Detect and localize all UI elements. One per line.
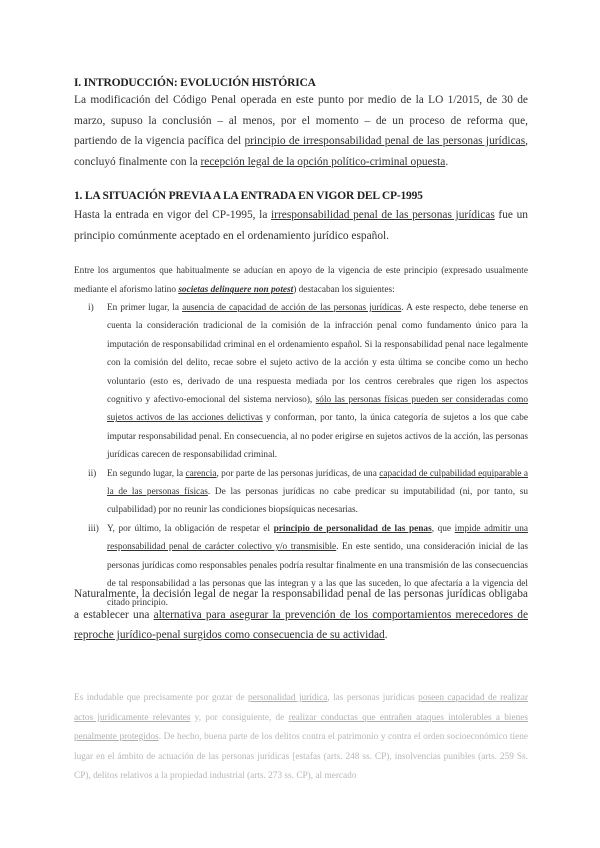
underlined-phrase: personalidad jurídica xyxy=(248,693,328,703)
arguments-list xyxy=(74,299,528,612)
text-run: , que xyxy=(431,523,455,534)
text-run: . xyxy=(445,155,449,168)
text-run: Y, por último, la obligación de respetar el xyxy=(107,523,274,534)
text-run: . En este sentido, una consideración inicial de las personas jurídicas como responsables penales podría resultar finalmente en una transmisión de las consecuencias de tal responsabilidad a las personas que las integran y a las que las suceden, lo que afectaría a la vigencia del citado principio. xyxy=(107,542,529,608)
list-item xyxy=(74,465,528,520)
text-run: En segundo lugar, la xyxy=(107,468,186,479)
underlined-phrase: alternativa para asegurar la prevención de los comportamientos merecedores de reproche jurídico-penal surgidos como consecuencia de su actividad xyxy=(74,608,528,641)
text-run: Es indudable que precisamente por gozar de xyxy=(74,693,249,703)
underlined-phrase: poseen capacidad de realizar actos jurídicamente relevantes xyxy=(74,693,528,723)
text-run: . A este respecto, debe tenerse en cuenta la consideración tradicional de la comisión de la infracción penal como fundamento único para la imputación de responsabilidad criminal en el ordenamiento español. Si la responsabilidad penal nace legalmente con la comisión del delito, recae sobre el sujeto activo de la acción y esta última se concibe como un hecho voluntario (esto es, derivado de una respuesta mediada por los centros cerebrales que rigen los aspectos cognitivo y afectivo-emocional del sistema nervioso), xyxy=(107,303,529,406)
text-run: Entre los argumentos que habitualmente se aducían en apoyo de la vigencia de este principio (expresado usualmente mediante el aforismo latino xyxy=(74,266,528,295)
text-run: . De hecho, buena parte de los delitos contra el patrimonio y contra el orden socioeconómico tiene lugar en el ámbito de actuación de las personas jurídicas [estafas (arts. 248 ss. CP), insolvencias punibles (arts. 259 Ss. CP), delitos relativos a la propiedad industrial (arts. 273 ss. CP), al mercado xyxy=(74,732,529,781)
list-number: iii) xyxy=(88,523,99,534)
text-run: fue un principio comúnmente aceptado en el ordenamiento jurídico español. xyxy=(74,209,528,242)
underlined-phrase: realizar conductas que entrañen ataques intolerables a bienes penalmente protegidos xyxy=(74,712,528,742)
text-run: , las personas jurídicas xyxy=(327,693,419,703)
text-run: ) destacaban los siguientes: xyxy=(293,284,395,295)
underlined-phrase: irresponsabilidad penal de las personas jurídicas xyxy=(271,209,495,221)
underlined-phrase: carencia xyxy=(185,468,217,479)
list-number: i) xyxy=(88,303,94,313)
text-run: En primer lugar, la xyxy=(107,303,183,313)
text-run: . xyxy=(384,629,388,641)
text-run: Hasta la entrada en vigor del CP-1995, la xyxy=(74,209,272,221)
list-item xyxy=(74,299,528,465)
text-run: , por parte de las personas jurídicas, de una xyxy=(216,468,380,479)
faded-paragraph xyxy=(74,689,528,787)
text-run: y, por consiguiente, de xyxy=(190,712,289,723)
list-number: ii) xyxy=(88,468,97,479)
intro-paragraph xyxy=(74,90,528,172)
section-heading-intro: I. INTRODUCCIÓN: EVOLUCIÓN HISTÓRICA xyxy=(74,77,316,89)
text-run: La modificación del Código Penal operada en este punto por medio de la LO 1/2015, de 30 de marzo, supuso la conclusión – al menos, por el momento – de un proceso de reforma que, partiendo de la vigencia pacífica del xyxy=(74,94,528,147)
section1-paragraph-2 xyxy=(74,262,528,299)
section1-paragraph-1 xyxy=(74,205,528,246)
underlined-phrase: principio de irresponsabilidad penal de las personas jurídicas xyxy=(244,135,526,147)
section-heading-1: 1. LA SITUACIÓN PREVIA A LA ENTRADA EN VIGOR DEL CP-1995 xyxy=(74,190,423,202)
text-run: , concluyó finalmente con la xyxy=(74,135,528,168)
underlined-phrase: recepción legal de la opción político-criminal opuesta xyxy=(200,155,446,168)
underlined-phrase: impide admitir una responsabilidad penal de carácter colectivo y/o transmisible xyxy=(107,523,528,553)
underlined-phrase: sólo las personas físicas pueden ser consideradas como sujetos activos de las acciones delictivas xyxy=(107,395,529,424)
underlined-phrase: ausencia de capacidad de acción de las personas jurídicas xyxy=(182,303,402,313)
latin-maxim: societas delinquere non potest xyxy=(178,284,294,295)
text-run: y conforman, por tanto, la única categoría de sujetos a los que cabe imputar responsabilidad penal. En consecuencia, al no poder erigirse en sujetos activos de la acción, las personas jurídicas carecen de responsabilidad criminal. xyxy=(107,413,528,461)
text-run: Naturalmente, la decisión legal de negar la responsabilidad penal de las personas jurídicas obligaba a establecer una xyxy=(74,588,528,621)
text-run: . De las personas jurídicas no cabe predicar su imputabilidad (ni, por tanto, su culpabilidad) por no reunir las condiciones biopsíquicas necesarias. xyxy=(107,487,528,516)
underlined-phrase: principio de personalidad de las penas xyxy=(273,523,432,534)
section1-paragraph-3 xyxy=(74,584,528,646)
underlined-phrase: capacidad de culpabilidad equiparable a la de las personas físicas xyxy=(107,468,528,498)
